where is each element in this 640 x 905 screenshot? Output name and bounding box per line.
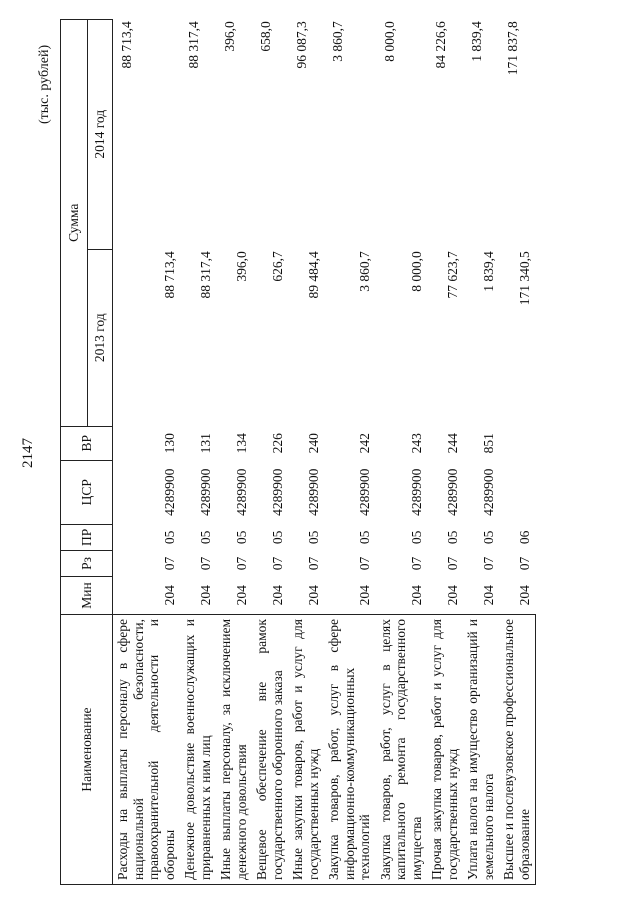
row-pr: 06 (517, 530, 533, 545)
row-vr: 243 (408, 433, 424, 454)
budget-table (60, 19, 536, 885)
row-vr: 244 (444, 433, 460, 454)
row-2013: 89 484,4 (305, 251, 321, 299)
row-name: Расходы на выплаты персоналу в сфере национальной безопасности, правоохранительной деятельности и обороны (113, 615, 181, 885)
row-csr: 4289900 (305, 468, 321, 516)
row-vr: 226 (269, 433, 285, 454)
row-pr: 05 (161, 530, 177, 545)
row-vr: 242 (357, 433, 373, 454)
row-name: Закупка товаров, работ, услуг в сфере информационно-коммуникационных технологий (324, 615, 376, 885)
row-2013: 88 713,4 (161, 251, 177, 299)
table-row (427, 19, 463, 884)
row-2013: 396,0 (233, 251, 249, 282)
row-2014: 171 837,8 (505, 21, 521, 76)
table-row (463, 19, 499, 884)
row-2014: 84 226,6 (433, 21, 449, 69)
row-csr: 4289900 (408, 468, 424, 516)
row-min: 204 (305, 585, 321, 606)
row-min: 204 (269, 585, 285, 606)
row-2013: 1 839,4 (480, 251, 496, 292)
row-min: 204 (233, 585, 249, 606)
row-vr (499, 426, 536, 460)
row-name: Иные закупки товаров, работ и услуг для государственных нужд (288, 615, 324, 885)
header-csr: ЦСР (61, 460, 113, 524)
row-pr: 05 (269, 530, 285, 545)
row-pr: 05 (480, 530, 496, 545)
row-min: 204 (408, 585, 424, 606)
header-rz: Рз (61, 551, 113, 577)
row-vr: 131 (197, 433, 213, 454)
row-csr: 4289900 (233, 468, 249, 516)
row-csr: 4289900 (269, 468, 285, 516)
row-rz: 07 (233, 556, 249, 571)
header-2014: 2014 год (88, 19, 113, 249)
row-min: 204 (161, 585, 177, 606)
row-min: 204 (357, 585, 373, 606)
row-2014: 96 087,3 (294, 21, 310, 69)
row-rz: 07 (444, 556, 460, 571)
row-csr: 4289900 (480, 468, 496, 516)
row-csr: 4289900 (197, 468, 213, 516)
table-row (252, 19, 288, 884)
row-rz: 07 (357, 556, 373, 571)
header-vr: ВР (61, 426, 113, 460)
row-name: Денежное довольствие военнослужащих и приравненных к ним лиц (180, 615, 216, 885)
row-2013: 626,7 (269, 251, 285, 282)
row-csr: 4289900 (444, 468, 460, 516)
row-min: 204 (197, 585, 213, 606)
row-csr: 4289900 (357, 468, 373, 516)
row-vr: 130 (161, 433, 177, 454)
row-2013: 171 340,5 (517, 251, 533, 306)
row-pr: 05 (233, 530, 249, 545)
row-pr: 05 (197, 530, 213, 545)
row-name: Прочая закупка товаров, работ и услуг для государственных нужд (427, 615, 463, 885)
table-body (113, 19, 536, 884)
row-name: Уплата налога на имущество организаций и земельного налога (463, 615, 499, 885)
row-pr: 05 (305, 530, 321, 545)
units-label: (тыс. рублей) (37, 44, 52, 124)
table-row (499, 19, 536, 884)
row-2014: 396,0 (222, 21, 238, 52)
row-rz: 07 (408, 556, 424, 571)
row-name: Вещевое обеспечение вне рамок государственного оборонного заказа (252, 615, 288, 885)
row-2014: 658,0 (258, 21, 274, 52)
row-2014: 88 713,4 (119, 21, 134, 69)
row-min: 204 (444, 585, 460, 606)
row-vr: 851 (480, 433, 496, 454)
table-row (180, 19, 216, 884)
row-2014: 1 839,4 (469, 21, 485, 62)
row-rz: 07 (517, 556, 533, 571)
row-2014: 8 000,0 (381, 21, 397, 62)
row-rz: 07 (269, 556, 285, 571)
row-csr (499, 460, 536, 524)
header-pr: ПР (61, 524, 113, 550)
table-row (376, 19, 428, 884)
row-2013: 3 860,7 (357, 251, 373, 292)
row-2014: 3 860,7 (330, 21, 346, 62)
header-2013: 2013 год (88, 249, 113, 426)
row-name: Высшее и послевузовское профессиональное образование (499, 615, 536, 885)
row-rz: 07 (161, 556, 177, 571)
row-vr: 240 (305, 433, 321, 454)
page-number: 2147 (20, 438, 36, 468)
row-2013: 88 317,4 (197, 251, 213, 299)
header-min: Мин (61, 577, 113, 615)
table-row (288, 19, 324, 884)
row-rz: 07 (305, 556, 321, 571)
row-name: Закупка товаров, работ, услуг в целях капитального ремонта государственного имущества (376, 615, 428, 885)
table-row (113, 19, 181, 884)
row-vr: 134 (233, 433, 249, 454)
row-pr: 05 (357, 530, 373, 545)
row-2014: 88 317,4 (186, 21, 202, 69)
row-2013: 8 000,0 (408, 251, 424, 292)
row-name: Иные выплаты персоналу, за исключением денежного довольствия (216, 615, 252, 885)
header-name: Наименование (61, 615, 113, 885)
row-min: 204 (480, 585, 496, 606)
row-pr: 05 (444, 530, 460, 545)
row-min: 204 (517, 585, 533, 606)
row-rz: 07 (480, 556, 496, 571)
table-row (216, 19, 252, 884)
table-row (324, 19, 376, 884)
row-pr: 05 (408, 530, 424, 545)
header-sum: Сумма (61, 19, 88, 426)
row-2013: 77 623,7 (444, 251, 460, 299)
row-csr: 4289900 (161, 468, 177, 516)
row-rz: 07 (197, 556, 213, 571)
